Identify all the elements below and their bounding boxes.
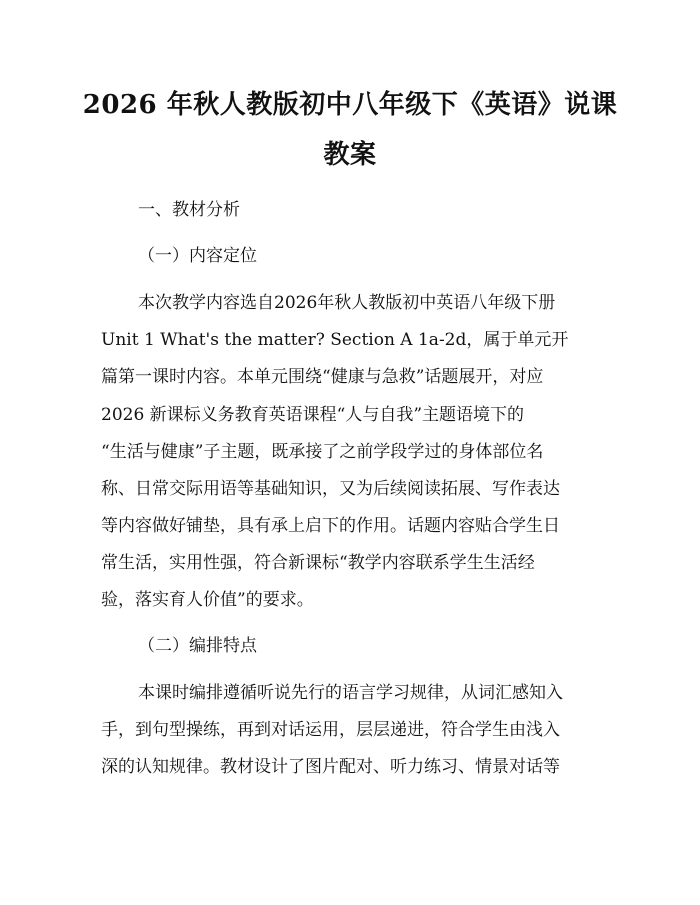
- paragraph-line: 手，到句型操练，再到对话运用，层层递进，符合学生由浅入: [101, 720, 560, 740]
- paragraph-line: 本课时编排遵循听说先行的语言学习规律，从词汇感知入: [138, 683, 563, 703]
- paragraph-line: “生活与健康”子主题，既承接了之前学段学过的身体部位名: [101, 442, 544, 462]
- section-heading-textbook-analysis: 一、教材分析: [138, 200, 240, 220]
- paragraph-line: 篇第一课时内容。本单元围绕“健康与急救”话题展开，对应: [101, 367, 544, 387]
- paragraph-line: 验，落实育人价值”的要求。: [101, 590, 314, 610]
- paragraph-line: Unit 1 What's the matter? Section A 1a-2d，属于单元开: [101, 330, 569, 350]
- document-title-line-2: 教案: [323, 140, 377, 170]
- subsection-heading-content-position: （一）内容定位: [138, 246, 257, 266]
- paragraph-line: 称、日常交际用语等基础知识，又为后续阅读拓展、写作表达: [101, 479, 560, 499]
- paragraph-line: 等内容做好铺垫，具有承上启下的作用。话题内容贴合学生日: [101, 516, 560, 536]
- paragraph-line: 2026 新课标义务教育英语课程“人与自我”主题语境下的: [101, 405, 525, 425]
- subsection-heading-layout-features: （二）编排特点: [138, 636, 257, 656]
- paragraph-line: 深的认知规律。教材设计了图片配对、听力练习、情景对话等: [101, 757, 560, 777]
- paragraph-line: 本次教学内容选自2026年秋人教版初中英语八年级下册: [138, 293, 556, 313]
- document-title-line-1: 2026 年秋人教版初中八年级下《英语》说课: [82, 90, 618, 120]
- paragraph-line: 常生活，实用性强，符合新课标“教学内容联系学生生活经: [101, 553, 535, 573]
